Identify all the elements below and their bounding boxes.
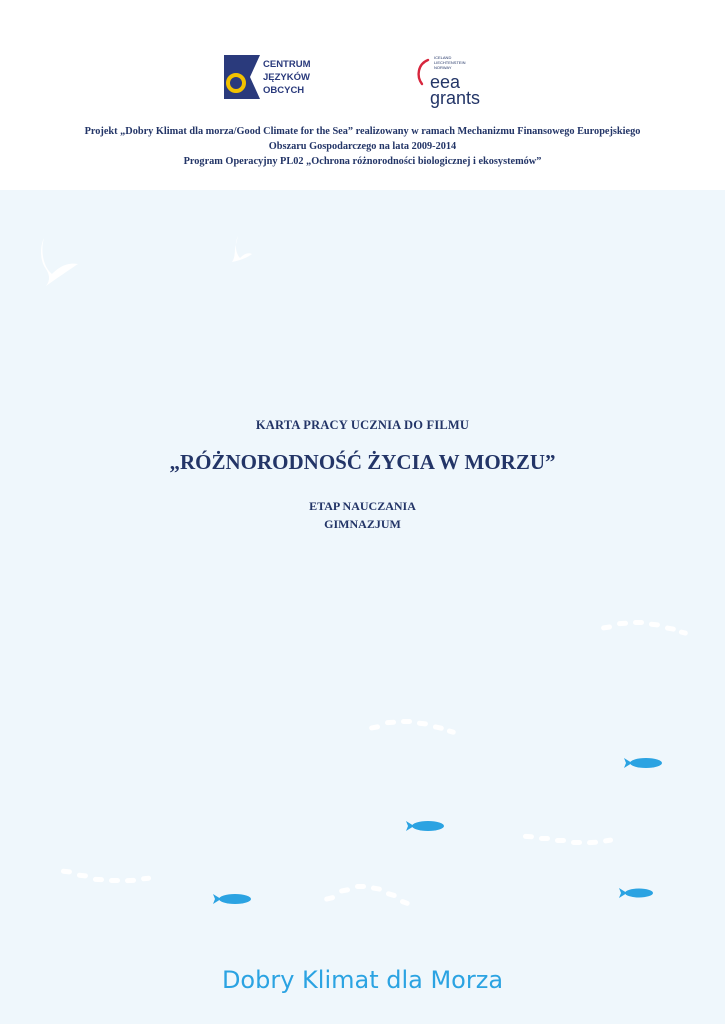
eea-country-2: LIECHTENSTEIN: [434, 60, 466, 65]
cjo-line-2: JĘZYKÓW: [263, 72, 310, 83]
eea-country-1: ICELAND: [434, 55, 452, 60]
eea-grants-logo: [414, 54, 498, 106]
worksheet-label: KARTA PRACY UCZNIA DO FILMU: [255, 418, 470, 432]
eea-country-3: NORWAY: [434, 65, 452, 70]
wave-dashes: [369, 719, 457, 735]
wave-dashes: [61, 868, 152, 883]
project-line-2: Obszaru Gospodarczego na lata 2009-2014: [268, 141, 457, 152]
cjo-line-3: OBCYCH: [263, 85, 305, 96]
bird-icon: [232, 236, 252, 262]
fish-icon: [624, 758, 662, 768]
stage-value: GIMNAZJUM: [324, 517, 401, 531]
fish-icon: [619, 888, 653, 898]
grants-word: grants: [430, 88, 481, 108]
decorations: [0, 190, 725, 1024]
fish-icon: [406, 821, 444, 831]
project-info: [0, 124, 725, 169]
centrum-jezykow-obcych-logo: [224, 55, 311, 99]
worksheet-title: „RÓŻNORODNOŚĆ ŻYCIA W MORZU”: [169, 450, 556, 474]
fish-icon: [213, 894, 251, 904]
wave-dashes: [601, 620, 689, 636]
footer-title: Dobry Klimat dla Morza: [221, 966, 504, 994]
wave-dashes: [523, 834, 614, 846]
bird-icon: [41, 238, 78, 286]
education-stage: [0, 497, 725, 533]
wave-dashes: [324, 884, 411, 907]
stage-label: ETAP NAUCZANIA: [309, 499, 416, 513]
eea-word: eea: [430, 72, 461, 92]
cjo-line-1: CENTRUM: [263, 59, 311, 70]
project-line-3: Program Operacyjny PL02 „Ochrona różnorodności biologicznej i ekosystemów”: [183, 156, 542, 167]
project-line-1: Projekt „Dobry Klimat dla morza/Good Climate for the Sea” realizowany w ramach Mechanizmu Finansowego Europejskiego: [84, 126, 641, 137]
